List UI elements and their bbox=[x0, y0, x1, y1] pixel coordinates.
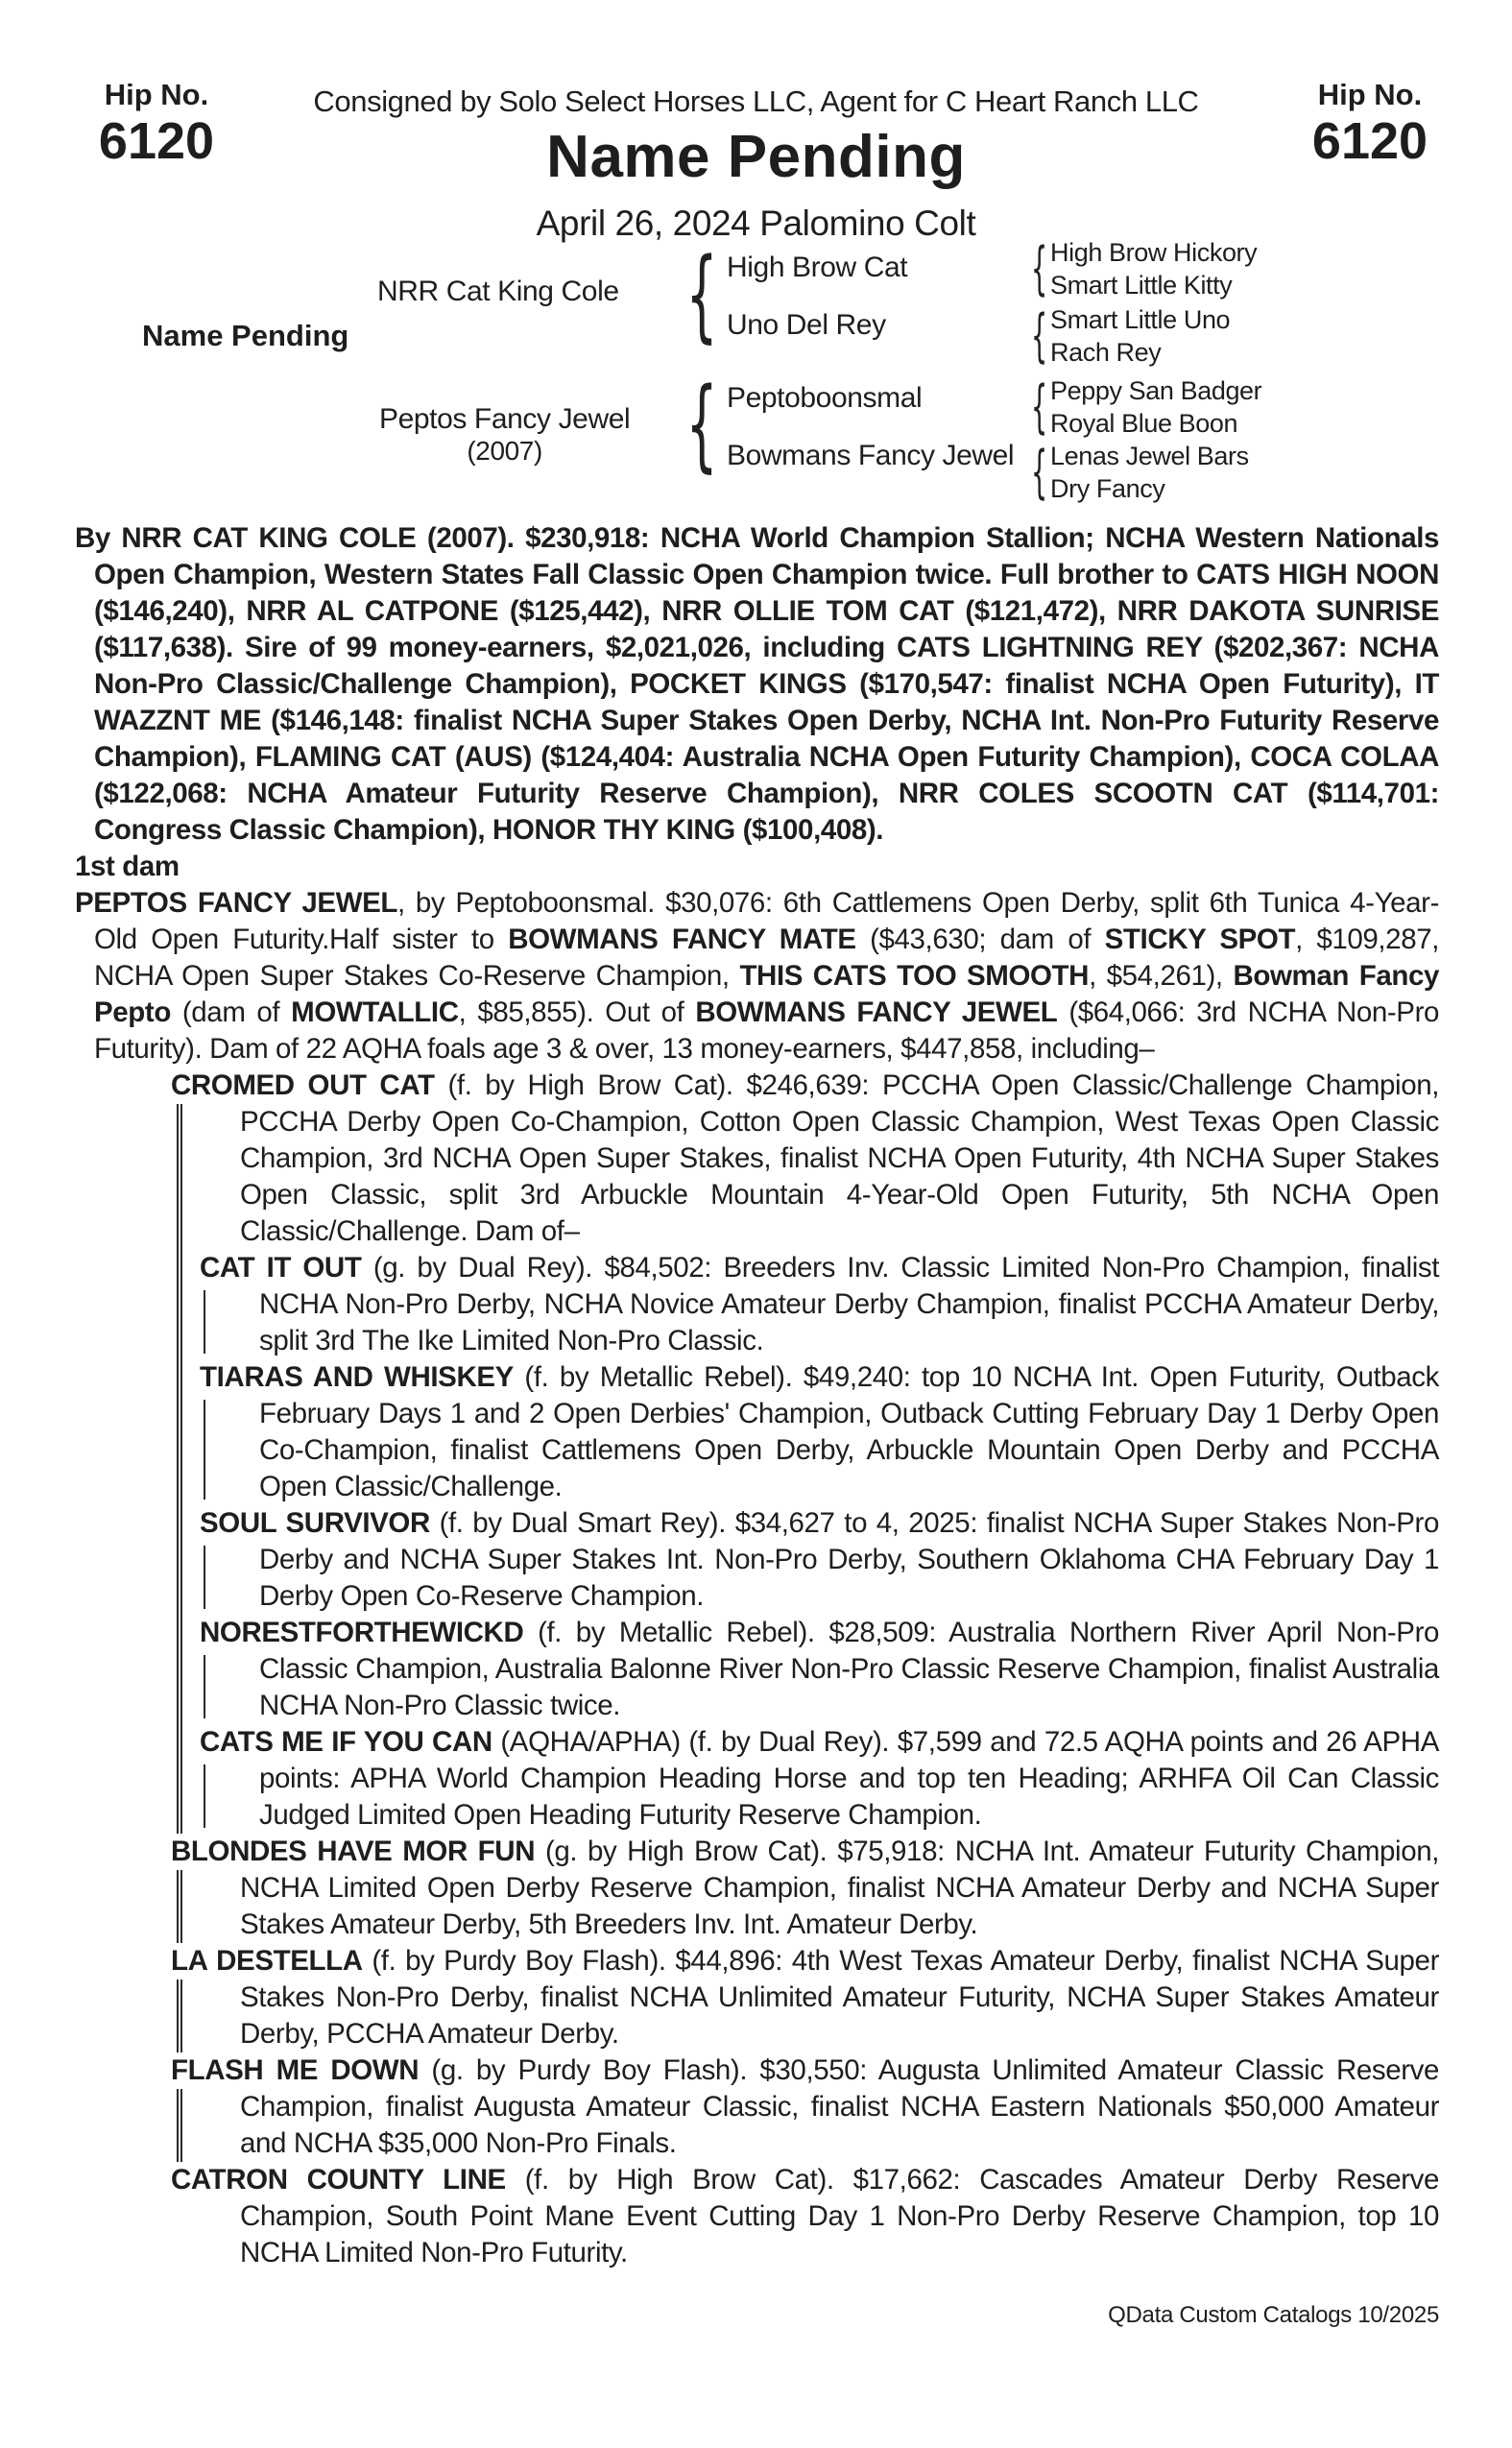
sire-summary-paragraph: By NRR CAT KING COLE (2007). $230,918: NCHA World Champion Stallion; NCHA Western Nationals Open Champion, Western States Fall Classic Open Champion twice. Full brother to CATS HIGH NOON ($146,240), NRR AL CATPONE ($125,442), NRR OLLIE TOM CAT ($121,472), NRR DAKOTA SUNRISE ($117,638). Sire of 99 money-earners, $2,021,026, including CATS LIGHTNING REY ($202,367: NCHA Non-Pro Classic/Challenge Champion), POCKET KINGS ($170,547: finalist NCHA Open Futurity), IT WAZZNT ME ($146,148: finalist NCHA Super Stakes Open Derby, NCHA Int. Non-Pro Futurity Reserve Champion), FLAMING CAT (AUS) ($124,404: Australia NCHA Open Futurity Champion), COCA COLAA ($122,068: NCHA Amateur Futurity Reserve Champion), NRR COLES SCOOTN CAT ($114,701: Congress Classic Champion), HONOR THY KING ($100,408). bbox=[75, 522, 1439, 846]
produce-record-text: (f. by High Brow Cat). $17,662: Cascades Amateur Derby Reserve Champion, South Point Mane Event Cutting Day 1 Non-Pro Derby Reserve Champion, top 10 NCHA Limited Non-Pro Futurity. bbox=[240, 2164, 1439, 2268]
dam-sire-name: Peptoboonsmal bbox=[727, 382, 923, 414]
sire-name: NRR Cat King Cole bbox=[377, 276, 619, 307]
ggparent-name: Rach Rey bbox=[1050, 338, 1162, 367]
ggparent-names bbox=[1050, 374, 1261, 440]
produce-entry bbox=[75, 1834, 1439, 1943]
record-text: ($43,630; dam of bbox=[855, 924, 1105, 955]
foaling-info: April 26, 2024 Palomino Colt bbox=[536, 204, 976, 243]
pedigree-text-column bbox=[75, 520, 1439, 2271]
ggparent-name: Smart Little Uno bbox=[1050, 305, 1231, 334]
horse-name-bold: THIS CATS TOO SMOOTH bbox=[739, 960, 1090, 992]
ggparent-name: Peppy San Badger bbox=[1050, 376, 1262, 405]
sire-sire-name: High Brow Cat bbox=[727, 252, 908, 283]
record-text: , $109,287, NCHA Open Super Stakes Co-Reserve Champion, bbox=[94, 924, 1440, 992]
great-grandparent-pair bbox=[1025, 236, 1257, 301]
hip-number: 6120 bbox=[98, 112, 215, 170]
produce-entry bbox=[75, 2052, 1439, 2162]
record-text: (dam of bbox=[170, 996, 292, 1028]
produce-record-text: (g. by High Brow Cat). $75,918: NCHA Int. Amateur Futurity Champion, NCHA Limited Open Derby Reserve Champion, finalist NCHA Amateur Derby and NCHA Super Stakes Amateur Derby, 5th Breeders Inv. Int. Amateur Derby. bbox=[240, 1836, 1440, 1940]
produce-record-text: (f. by Purdy Boy Flash). $44,896: 4th West Texas Amateur Derby, finalist NCHA Super Stakes Non-Pro Derby, finalist NCHA Unlimited Amateur Futurity, NCHA Super Stakes Amateur Derby, PCCHA Amateur Derby. bbox=[240, 1945, 1439, 2050]
produce-record-text: (f. by Dual Smart Rey). $34,627 to 4, 2025: finalist NCHA Super Stakes Non-Pro Derby and NCHA Super Stakes Int. Non-Pro Derby, Southern Oklahoma CHA February Day 1 Derby Open Co-Reserve Champion. bbox=[259, 1507, 1439, 1612]
produce-entry bbox=[75, 1615, 1439, 1724]
pedigree-brace-small: { bbox=[1031, 373, 1048, 441]
produce-horse-name: FLASH ME DOWN bbox=[171, 2054, 420, 2086]
record-text: , $54,261), bbox=[1089, 960, 1234, 992]
record-text: , $85,855). Out of bbox=[458, 996, 696, 1028]
horse-name-bold: BOWMANS FANCY JEWEL bbox=[695, 996, 1058, 1028]
produce-horse-name: LA DESTELLA bbox=[171, 1945, 363, 1977]
produce-entry bbox=[75, 1724, 1439, 1834]
pedigree-brace: { bbox=[685, 366, 718, 483]
horse-name-bold: MOWTALLIC bbox=[291, 996, 459, 1028]
produce-record-text: (g. by Dual Rey). $84,502: Breeders Inv. Classic Limited Non-Pro Champion, finalist NCHA Non-Pro Derby, NCHA Novice Amateur Derby Champion, finalist PCCHA Amateur Derby, split 3rd The Ike Limited Non-Pro Classic. bbox=[259, 1252, 1439, 1356]
produce-entry bbox=[75, 1505, 1439, 1615]
produce-entries bbox=[75, 1068, 1439, 2271]
great-grandparent-pair bbox=[1025, 440, 1249, 505]
first-dam-heading: 1st dam bbox=[75, 851, 180, 882]
produce-record-text: (AQHA/APHA) (f. by Dual Rey). $7,599 and 72.5 AQHA points and 26 APHA points: APHA World Champion Heading Horse and top ten Heading; ARHFA Oil Can Classic Judged Limited Open Heading Futurity Reserve Champion. bbox=[259, 1726, 1439, 1831]
produce-horse-name: CATS ME IF YOU CAN bbox=[200, 1726, 492, 1758]
consignor-line: Consigned by Solo Select Horses LLC, Agent for C Heart Ranch LLC bbox=[313, 84, 1199, 118]
record-text: , by Peptoboonsmal. $30,076: 6th Cattlemens Open Derby, split 6th Tunica 4-Year-Old Open Futurity.Half sister to bbox=[94, 887, 1440, 955]
produce-record-text: (f. by Metallic Rebel). $28,509: Australia Northern River April Non-Pro Classic Champion, Australia Balonne River Non-Pro Classic Reserve Champion, finalist Australia NCHA Non-Pro Classic twice. bbox=[259, 1617, 1439, 1721]
ggparent-names bbox=[1050, 303, 1230, 369]
hip-label: Hip No. bbox=[104, 78, 209, 111]
produce-entry bbox=[75, 1359, 1439, 1505]
produce-record-text: (f. by Metallic Rebel). $49,240: top 10 NCHA Int. Open Futurity, Outback February Days 1 and 2 Open Derbies' Champion, Outback Cutting February Day 1 Derby Open Co-Champion, finalist Cattlemens Open Derby, Arbuckle Mountain Open Derby and PCCHA Open Classic/Challenge. bbox=[259, 1361, 1439, 1502]
great-grandparent-pair bbox=[1025, 303, 1230, 369]
pedigree-subject-name: Name Pending bbox=[142, 319, 349, 352]
produce-record-text: (g. by Purdy Boy Flash). $30,550: Augusta Unlimited Amateur Classic Reserve Champion, finalist Augusta Amateur Classic, finalist NCHA Eastern Nationals $50,000 Amateur and NCHA $35,000 Non-Pro Finals. bbox=[240, 2054, 1439, 2159]
produce-entry bbox=[75, 1943, 1439, 2052]
ggparent-name: Lenas Jewel Bars bbox=[1050, 442, 1249, 470]
produce-record-text: (f. by High Brow Cat). $246,639: PCCHA Open Classic/Challenge Champion, PCCHA Derby Open Co-Champion, Cotton Open Classic Champion, West Texas Open Classic Champion, 3rd NCHA Open Super Stakes, finalist NCHA Open Futurity, 4th NCHA Super Stakes Open Classic, split 3rd Arbuckle Mountain 4-Year-Old Open Futurity, 5th NCHA Open Classic/Challenge. Dam of– bbox=[240, 1069, 1440, 1247]
footer-credit: QData Custom Catalogs 10/2025 bbox=[1108, 2302, 1439, 2328]
hip-number: 6120 bbox=[1311, 112, 1428, 170]
ggparent-names bbox=[1050, 236, 1257, 301]
horse-name-bold: STICKY SPOT bbox=[1104, 924, 1296, 955]
ggparent-name: Royal Blue Boon bbox=[1050, 409, 1238, 438]
produce-horse-name: CATRON COUNTY LINE bbox=[171, 2164, 506, 2196]
sire-dam-name: Uno Del Rey bbox=[727, 309, 886, 341]
dam-summary-paragraph bbox=[75, 885, 1439, 1068]
produce-entry bbox=[75, 1250, 1439, 1359]
ggparent-name: Dry Fancy bbox=[1050, 474, 1165, 503]
ggparent-name: Smart Little Kitty bbox=[1050, 271, 1233, 300]
produce-entry bbox=[75, 1068, 1439, 1250]
pedigree-brace-small: { bbox=[1031, 302, 1048, 370]
pedigree-brace-small: { bbox=[1031, 439, 1048, 506]
horse-name-bold: PEPTOS FANCY JEWEL bbox=[75, 887, 398, 919]
produce-entry bbox=[75, 2162, 1439, 2271]
horse-name-bold: BOWMANS FANCY MATE bbox=[508, 924, 856, 955]
pedigree-brace-small: { bbox=[1031, 235, 1048, 302]
great-grandparent-pair bbox=[1025, 374, 1261, 440]
produce-horse-name: TIARAS AND WHISKEY bbox=[200, 1361, 514, 1393]
produce-horse-name: BLONDES HAVE MOR FUN bbox=[171, 1836, 536, 1867]
hip-label: Hip No. bbox=[1317, 78, 1423, 111]
produce-horse-name: CAT IT OUT bbox=[200, 1252, 362, 1284]
produce-horse-name: NORESTFORTHEWICKD bbox=[200, 1617, 524, 1648]
dam-name: Peptos Fancy Jewel bbox=[379, 403, 631, 435]
dam-dam-name: Bowmans Fancy Jewel bbox=[727, 440, 1015, 471]
produce-horse-name: SOUL SURVIVOR bbox=[200, 1507, 430, 1539]
dam-foaling-year: (2007) bbox=[467, 436, 542, 466]
produce-horse-name: CROMED OUT CAT bbox=[171, 1069, 435, 1101]
horse-name-bold: Bowman Fancy Pepto bbox=[94, 960, 1439, 1028]
record-text: ($64,066: 3rd NCHA Non-Pro Futurity). Dam of 22 AQHA foals age 3 & over, 13 money-earners, $447,858, including– bbox=[94, 996, 1439, 1065]
ggparent-names bbox=[1050, 440, 1249, 505]
pedigree-brace: { bbox=[685, 236, 718, 353]
horse-name-title: Name Pending bbox=[546, 124, 966, 190]
dam-name-block bbox=[379, 403, 630, 467]
ggparent-name: High Brow Hickory bbox=[1050, 238, 1258, 267]
